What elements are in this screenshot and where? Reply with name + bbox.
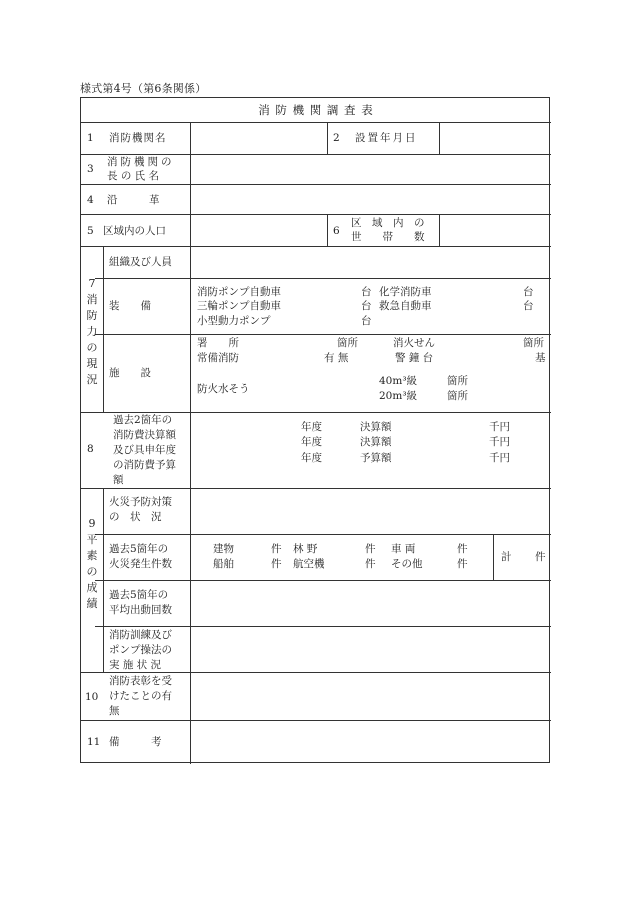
population-field[interactable] (191, 215, 327, 246)
rule (95, 278, 551, 279)
dispatch-label-line2: 平均出動回数 (109, 604, 172, 616)
chief-name-label-line1: 消防機関の (107, 156, 175, 168)
training-label-line: 消防訓練及び (109, 629, 172, 641)
history-field[interactable] (191, 185, 550, 214)
row-number: 11 (87, 736, 101, 748)
fire-count-label-line2: 火災発生件数 (109, 558, 172, 570)
row-number: 8 (87, 443, 94, 455)
tank-grade: 40m³級 (379, 375, 418, 387)
rule (327, 214, 328, 246)
section9-side-label: 9平素の成績 (86, 517, 98, 610)
category-label: 航空機 (293, 558, 325, 570)
row-number: 2 (333, 132, 340, 144)
category-label: 建物 (213, 543, 234, 555)
budget-label-line: 及び具申年度 (113, 444, 176, 456)
unit-label: 台 (523, 300, 534, 312)
training-label-line: ポンプ操法の (109, 644, 172, 656)
rule (95, 534, 551, 535)
form-title: 消 防 機 関 調 査 表 (258, 103, 374, 117)
unit-label: 件 (271, 558, 282, 570)
amount-unit: 千円 (489, 421, 510, 433)
fire-count-label-line1: 過去5箇年の (109, 543, 169, 555)
standing-force-label: 常備消防 (197, 352, 239, 364)
fiscal-year: 年度 (301, 452, 322, 464)
unit-label: 件 (365, 543, 376, 555)
unit-label: 件 (535, 551, 546, 563)
unit-label: 件 (365, 558, 376, 570)
award-label-line: けたことの有 (109, 690, 172, 702)
unit-label: 箇所 (523, 337, 544, 349)
rule (103, 246, 104, 412)
organization-label: 組織及び人員 (109, 256, 172, 268)
hydrant-label: 消火せん (393, 337, 435, 349)
equipment-item: 化学消防車 (379, 286, 432, 298)
row-number: 3 (87, 163, 94, 175)
households-label-line1: 区 域 内 の (351, 217, 425, 229)
unit-label: 件 (457, 558, 468, 570)
unit-label: 箇所 (447, 375, 468, 387)
amount-unit: 千円 (489, 452, 510, 464)
amount-kind: 決算額 (360, 421, 392, 433)
row-number: 1 (87, 132, 94, 144)
remarks-label: 備 考 (109, 736, 162, 748)
rule (95, 334, 551, 335)
section7-side-label: 7消防力の現況 (86, 277, 98, 386)
amount-kind: 予算額 (360, 452, 392, 464)
category-label: その他 (391, 558, 423, 570)
amount-kind: 決算額 (360, 436, 392, 448)
alarm-tower-label: 警 鐘 台 (395, 352, 434, 364)
chief-name-label-line2: 長 の 氏 名 (107, 170, 160, 182)
unit-label: 件 (457, 543, 468, 555)
fire-prevention-label-line2: の 状 況 (109, 511, 162, 523)
row-number: 10 (85, 691, 99, 703)
unit-label: 箇所 (337, 337, 358, 349)
establishment-date-label: 設置年月日 (355, 132, 418, 144)
agency-name-field[interactable] (191, 123, 327, 154)
establishment-date-field[interactable] (440, 123, 550, 154)
total-label: 計 (501, 551, 512, 563)
households-field[interactable] (440, 215, 550, 246)
chief-name-field[interactable] (191, 155, 550, 184)
fiscal-year: 年度 (301, 421, 322, 433)
fire-prevention-field[interactable] (191, 489, 550, 534)
water-tank-label: 防火水そう (197, 383, 250, 395)
unit-label: 台 (523, 286, 534, 298)
equipment-label: 装 備 (109, 300, 151, 312)
equipment-item: 小型動力ポンプ (197, 315, 271, 327)
category-label: 車 両 (391, 543, 416, 555)
households-label-line2: 世 帯 数 (351, 231, 425, 243)
unit-label: 件 (271, 543, 282, 555)
equipment-item: 救急自動車 (379, 300, 432, 312)
unit-label: 台 (361, 286, 372, 298)
organization-field[interactable] (191, 247, 550, 278)
unit-label: 基 (535, 352, 546, 364)
rule (493, 534, 494, 580)
amount-unit: 千円 (489, 436, 510, 448)
row-number: 6 (333, 225, 340, 237)
agency-name-label: 消防機関名 (109, 132, 167, 144)
form-caption: 様式第4号（第6条関係） (80, 82, 207, 95)
unit-label: 箇所 (447, 390, 468, 402)
presence-label: 有 無 (324, 352, 349, 364)
rule (327, 122, 328, 154)
equipment-item: 三輪ポンプ自動車 (197, 300, 281, 312)
population-label: 区域内の人口 (103, 225, 166, 237)
fiscal-year: 年度 (301, 436, 322, 448)
category-label: 船舶 (213, 558, 234, 570)
training-field[interactable] (191, 627, 550, 672)
station-label: 署 所 (197, 337, 239, 349)
facilities-label: 施 設 (109, 367, 151, 379)
dispatch-label-line1: 過去5箇年の (109, 589, 169, 601)
budget-label-line: 消防費決算額 (113, 429, 176, 441)
award-field[interactable] (191, 673, 550, 720)
tank-grade: 20m³級 (379, 390, 418, 402)
award-label-line: 無 (109, 705, 120, 717)
row-number: 4 (87, 194, 94, 206)
rule (103, 488, 104, 672)
remarks-field[interactable] (191, 721, 550, 763)
training-label-line: 実 施 状 況 (109, 659, 162, 671)
fire-prevention-label-line1: 火災予防対策 (109, 496, 172, 508)
award-label-line: 消防表彰を受 (109, 675, 172, 687)
equipment-item: 消防ポンプ自動車 (197, 286, 281, 298)
row-number: 5 (87, 225, 94, 237)
budget-label-line: 額 (113, 474, 124, 486)
unit-label: 台 (361, 315, 372, 327)
unit-label: 台 (361, 300, 372, 312)
history-label: 沿 革 (107, 194, 160, 206)
survey-form-table (80, 97, 550, 763)
budget-label-line: 過去2箇年の (113, 414, 173, 426)
budget-label-line: の消防費予算 (113, 459, 176, 471)
dispatch-field[interactable] (191, 581, 550, 626)
category-label: 林 野 (293, 543, 318, 555)
